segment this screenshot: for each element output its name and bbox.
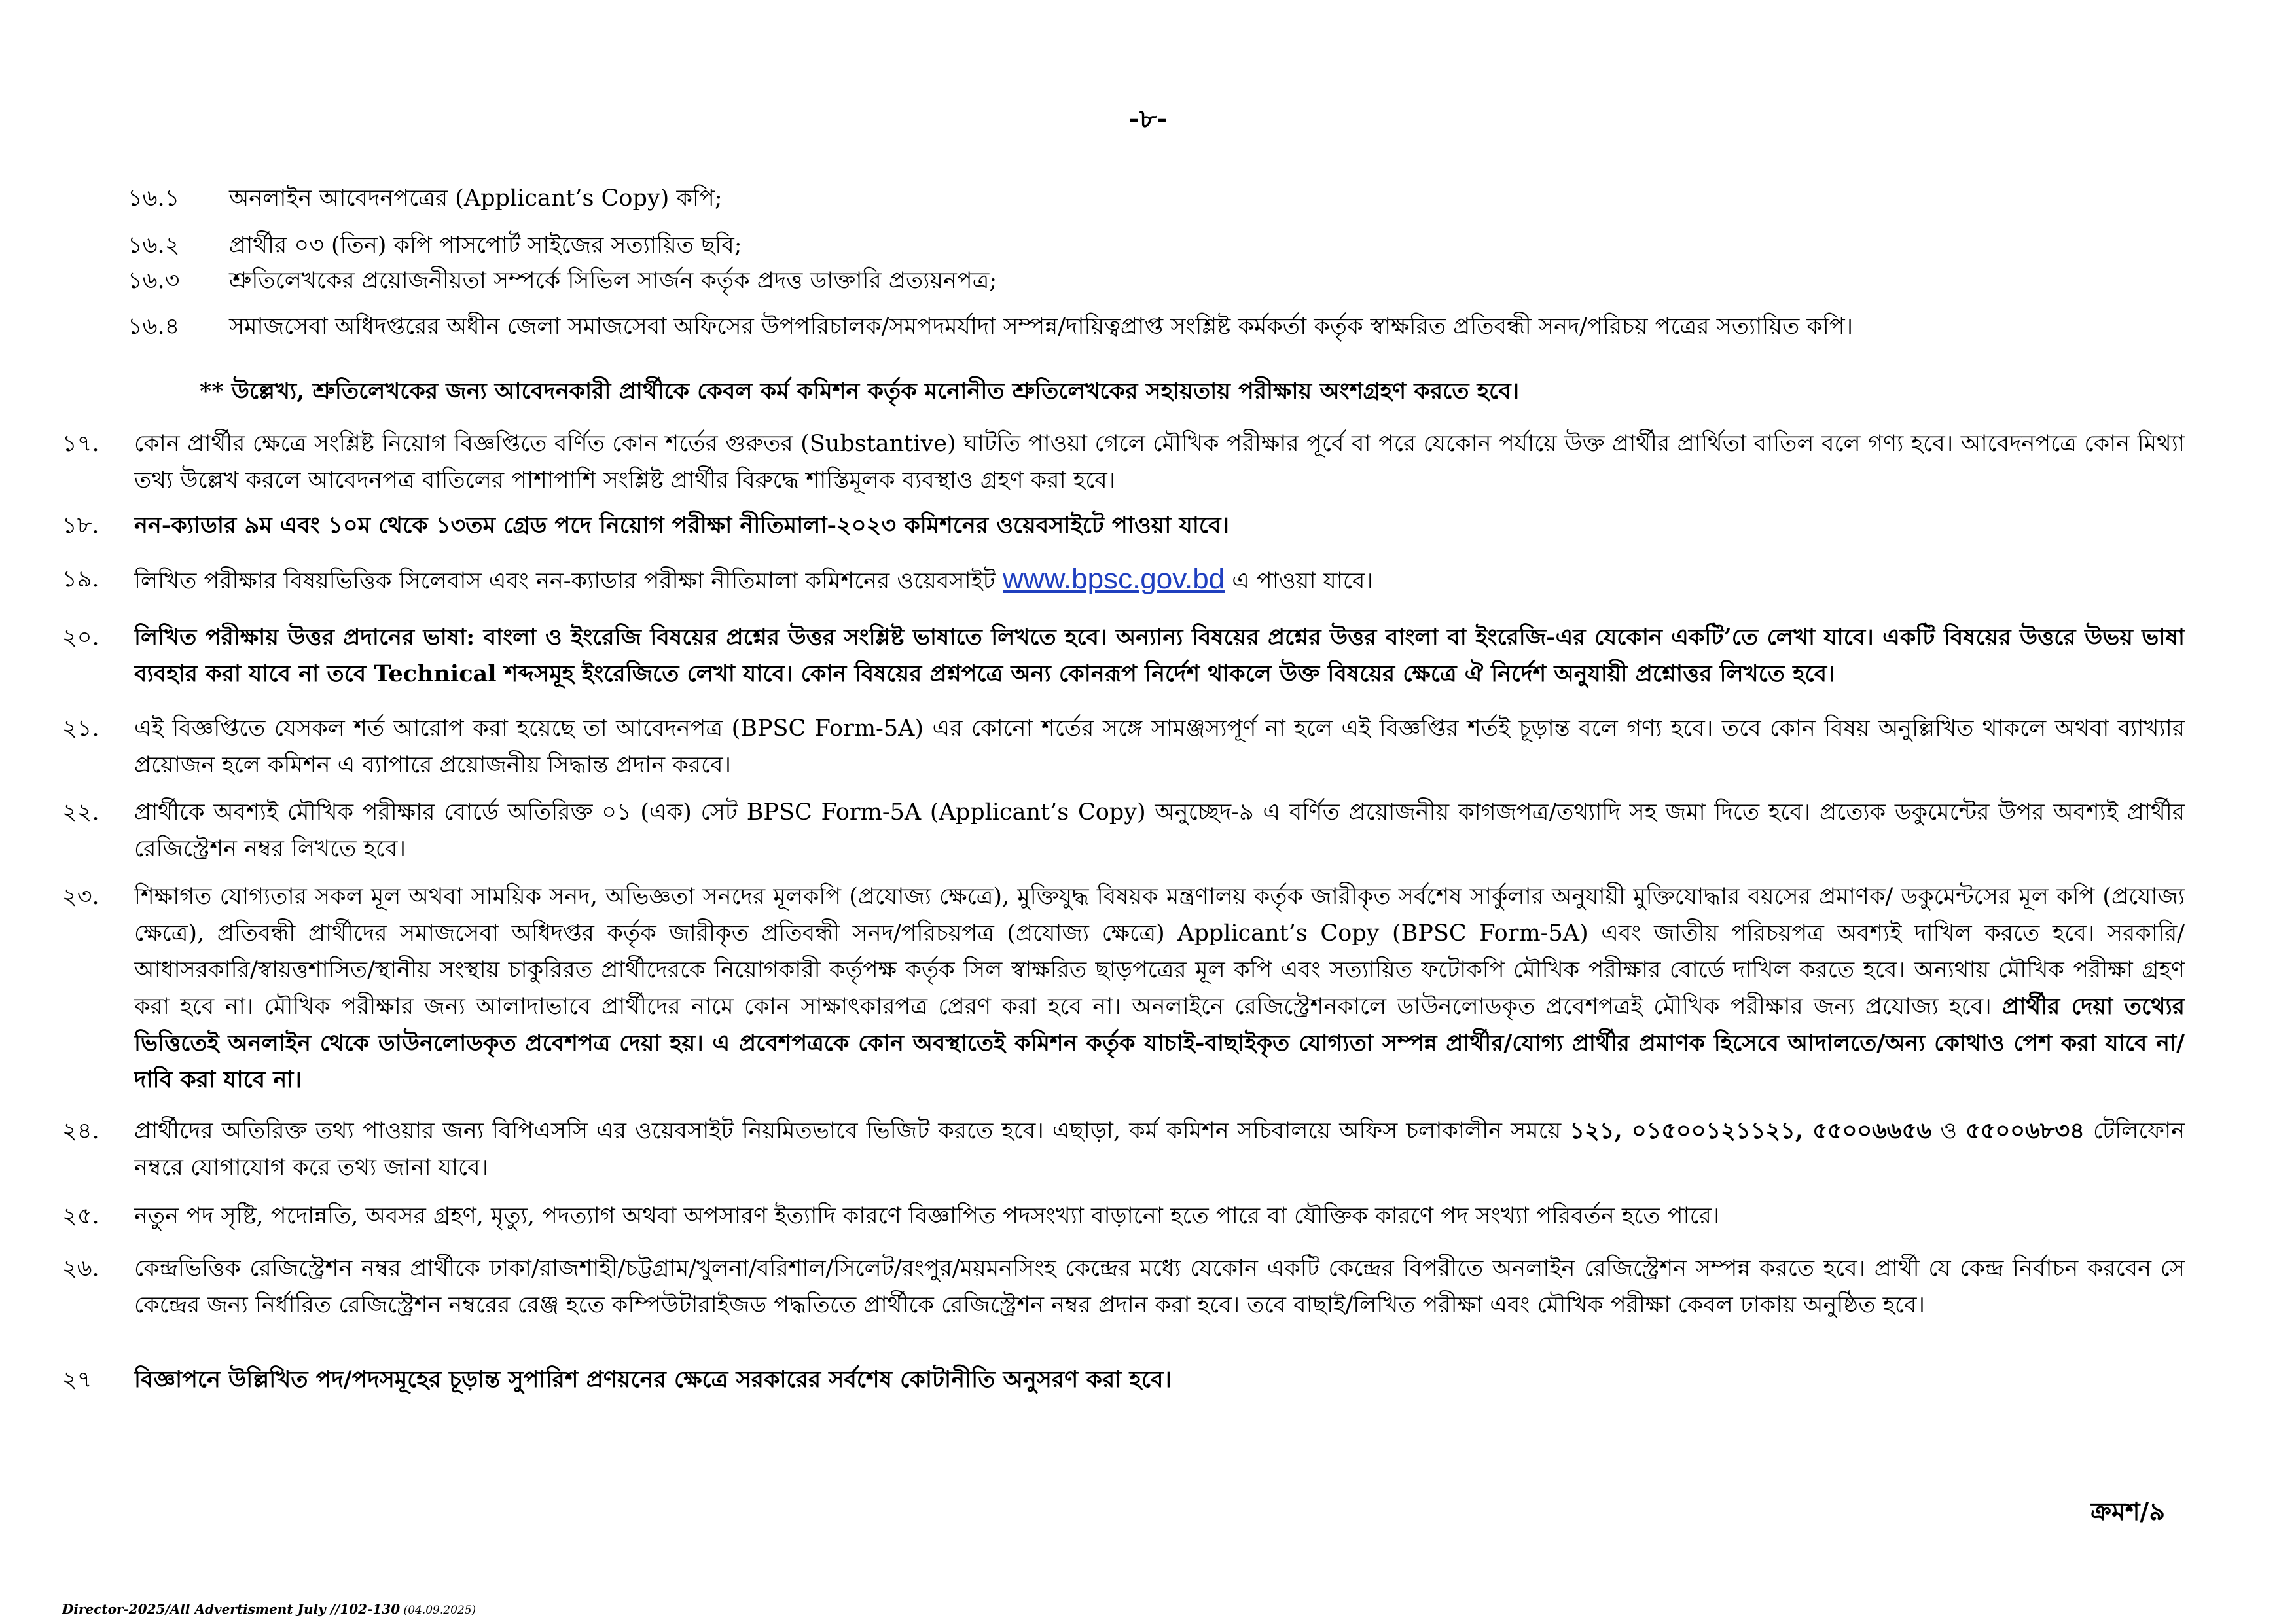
clause-text: নন-ক্যাডার ৯ম এবং ১০ম থেকে ১৩তম গ্রেড পদে নিয়োগ পরীক্ষা নীতিমালা-২০২৩ কমিশনের ওয়েবসাইটে পাওয়া যাবে।	[134, 512, 1229, 539]
phone-number-last: ৫৫০০৬৮৩৪	[1965, 1117, 2085, 1144]
clause-text: নতুন পদ সৃষ্টি, পদোন্নতি, অবসর গ্রহণ, মৃত্যু, পদত্যাগ অথবা অপসারণ ইত্যাদি কারণে বিজ্ঞাপিত পদসংখ্যা বাড়ানো হতে পারে বা যৌক্তিক কারণে পদ সংখ্যা পরিবর্তন হতে পারে।	[134, 1203, 1720, 1229]
clause-text	[134, 878, 2185, 1098]
clause-number: ২৬.	[62, 1255, 99, 1282]
clause-number: ১৯.	[62, 566, 99, 592]
list-item-number: ১৬.৩	[128, 268, 180, 294]
phone-numbers: ১২১, ০১৫০০১২১১২১, ৫৫০০৬৬৫৬	[1570, 1117, 1932, 1144]
clause-number: ২৪.	[62, 1118, 99, 1144]
clause-text	[134, 1113, 2185, 1186]
clause-text	[134, 561, 2185, 600]
clause-number: ২৭	[62, 1367, 92, 1393]
list-item-number: ১৬.২	[128, 232, 180, 259]
clause-text: প্রার্থীকে অবশ্যই মৌখিক পরীক্ষার বোর্ডে অতিরিক্ত ০১ (এক) সেট BPSC Form-5A (Applicant’s Copy) অনুচ্ছেদ-৯ এ বর্ণিত প্রয়োজনীয় কাগজপত্র/তথ্যাদি সহ জমা দিতে হবে। প্রত্যেক ডকুমেন্টের উপর অবশ্যই প্রার্থীর রেজিস্ট্রেশন নম্বর লিখতে হবে।	[134, 799, 2185, 862]
list-item-text: শ্রুতিলেখকের প্রয়োজনীয়তা সম্পর্কে সিভিল সার্জন কর্তৃক প্রদত্ত ডাক্তারি প্রত্যয়নপত্র;	[229, 268, 997, 294]
clause-text-before: প্রার্থীদের অতিরিক্ত তথ্য পাওয়ার জন্য বিপিএসসি এর ওয়েবসাইট নিয়মিতভাবে ভিজিট করতে হবে। এছাড়া, কর্ম কমিশন সচিবালয়ে অফিস চলাকালীন সময়ে	[134, 1118, 1570, 1144]
clause-text: কেন্দ্রভিত্তিক রেজিস্ট্রেশন নম্বর প্রার্থীকে ঢাকা/রাজশাহী/চট্টগ্রাম/খুলনা/বরিশাল/সিলেট/রংপুর/ময়মনসিংহ কেন্দ্রের মধ্যে যেকোন একটি কেন্দ্রের বিপরীতে অনলাইন রেজিস্ট্রেশন সম্পন্ন করতে হবে। প্রার্থী যে কেন্দ্র নির্বাচন করবেন সে কেন্দ্রের জন্য নির্ধারিত রেজিস্ট্রেশন নম্বরের রেঞ্জ হতে কম্পিউটারাইজড পদ্ধতিতে প্রার্থীকে রেজিস্ট্রেশন নম্বর প্রদান করা হবে। তবে বাছাই/লিখিত পরীক্ষা এবং মৌখিক পরীক্ষা কেবল ঢাকায় অনুষ্ঠিত হবে।	[134, 1255, 2185, 1318]
clause-number: ২৫.	[62, 1203, 99, 1229]
clause-text-before: লিখিত পরীক্ষার বিষয়ভিত্তিক সিলেবাস এবং নন-ক্যাডার পরীক্ষা নীতিমালা কমিশনের ওয়েবসাইট	[134, 568, 1003, 594]
clause-number: ২১.	[62, 715, 99, 742]
clause-text-regular: শিক্ষাগত যোগ্যতার সকল মূল অথবা সাময়িক সনদ, অভিজ্ঞতা সনদের মূলকপি (প্রযোজ্য ক্ষেত্রে), মুক্তিযুদ্ধ বিষয়ক মন্ত্রণালয় কর্তৃক জারীকৃত সর্বশেষ সার্কুলার অনুযায়ী মুক্তিযোদ্ধার বয়সের প্রমাণক/ ডকুমেন্টসের মূল কপি (প্রযোজ্য ক্ষেত্রে), প্রতিবন্ধী প্রার্থীদের সমাজসেবা অধিদপ্তর কর্তৃক জারীকৃত প্রতিবন্ধী সনদ/পরিচয়পত্র (প্রযোজ্য ক্ষেত্রে) Applicant’s Copy (BPSC Form-5A) এবং জাতীয় পরিচয়পত্র অবশ্যই দাখিল করতে হবে। সরকারি/ আধাসরকারি/স্বায়ত্তশাসিত/স্থানীয় সংস্থায় চাকুরিরত প্রার্থীদেরকে নিয়োগকারী কর্তৃপক্ষ কর্তৃক সিল স্বাক্ষরিত ছাড়পত্রের মূল কপি এবং সত্যায়িত ফটোকপি মৌখিক পরীক্ষার বোর্ডে দাখিল করতে হবে। অন্যথায় মৌখিক পরীক্ষা গ্রহণ করা হবে না। মৌখিক পরীক্ষার জন্য আলাদাভাবে প্রার্থীদের নামে কোন সাক্ষাৎকারপত্র প্রেরণ করা হবে না। অনলাইনে রেজিস্ট্রেশনকালে ডাউনলোডকৃত প্রবেশপত্রই মৌখিক পরীক্ষার জন্য প্রযোজ্য হবে।	[134, 884, 2185, 1020]
clause-number: ১৮.	[62, 513, 99, 539]
clause-text: লিখিত পরীক্ষায় উত্তর প্রদানের ভাষা: বাংলা ও ইংরেজি বিষয়ের প্রশ্নের উত্তর সংশ্লিষ্ট ভাষাতে লিখতে হবে। অন্যান্য বিষয়ের প্রশ্নের উত্তর বাংলা বা ইংরেজি-এর যেকোন একটি’তে লেখা যাবে। একটি বিষয়ের উত্তরে উভয় ভাষা ব্যবহার করা যাবে না তবে Technical শব্দসমূহ ইংরেজিতে লেখা যাবে। কোন বিষয়ের প্রশ্নপত্রে অন্য কোনরূপ নির্দেশ থাকলে উক্ত বিষয়ের ক্ষেত্রে ঐ নির্দেশ অনুযায়ী প্রশ্নোত্তর লিখতে হবে।	[134, 624, 2185, 687]
scribe-note: ** উল্লেখ্য, শ্রুতিলেখকের জন্য আবেদনকারী প্রার্থীকে কেবল কর্ম কমিশন কর্তৃক মনোনীত শ্রুতিলেখকের সহায়তায় পরীক্ষায় অংশগ্রহণ করতে হবে।	[200, 378, 1520, 405]
clause-text: বিজ্ঞাপনে উল্লিখিত পদ/পদসমূহের চূড়ান্ত সুপারিশ প্রণয়নের ক্ষেত্রে সরকারের সর্বশেষ কোটানীতি অনুসরণ করা হবে।	[134, 1366, 1172, 1393]
bpsc-website-link[interactable]: www.bpsc.gov.bd	[1003, 563, 1225, 595]
clause-text-bold: প্রার্থীর দেয়া তথ্যের ভিত্তিতেই অনলাইন থেকে ডাউনলোডকৃত প্রবেশপত্র দেয়া হয়। এ প্রবেশপত্রকে কোন অবস্থাতেই কমিশন কর্তৃক যাচাই-বাছাইকৃত যোগ্যতা সম্পন্ন প্রার্থীর/যোগ্য প্রার্থীর প্রমাণক হিসেবে আদালতে/অন্য কোথাও পেশ করা যাবে না/দাবি করা যাবে না।	[134, 993, 2185, 1093]
clause-text-after: এ পাওয়া যাবে।	[1225, 568, 1373, 594]
clause-number: ১৭.	[62, 431, 99, 457]
clause-text: কোন প্রার্থীর ক্ষেত্রে সংশ্লিষ্ট নিয়োগ বিজ্ঞপ্তিতে বর্ণিত কোন শর্তের গুরুতর (Substantive) ঘাটতি পাওয়া গেলে মৌখিক পরীক্ষার পূর্বে বা পরে যেকোন পর্যায়ে উক্ত প্রার্থীর প্রার্থিতা বাতিল বলে গণ্য হবে। আবেদনপত্রে কোন মিথ্যা তথ্য উল্লেখ করলে আবেদনপত্র বাতিলের পাশাপাশি সংশ্লিষ্ট প্রার্থীর বিরুদ্ধে শাস্তিমূলক ব্যবস্থাও গ্রহণ করা হবে।	[134, 431, 2185, 494]
continued-marker: ক্রমশ/৯	[2090, 1496, 2165, 1526]
list-item-text: প্রার্থীর ০৩ (তিন) কপি পাসপোর্ট সাইজের সত্যায়িত ছবি;	[229, 232, 742, 259]
clause-text: এই বিজ্ঞপ্তিতে যেসকল শর্ত আরোপ করা হয়েছে তা আবেদনপত্র (BPSC Form-5A) এর কোনো শর্তের সঙ্গে সামঞ্জস্যপূর্ণ না হলে এই বিজ্ঞপ্তির শর্তই চূড়ান্ত বলে গণ্য হবে। তবে কোন বিষয় অনুল্লিখিত থাকলে অথবা ব্যাখ্যার প্রয়োজন হলে কমিশন এ ব্যাপারে প্রয়োজনীয় সিদ্ধান্ত প্রদান করবে।	[134, 715, 2185, 778]
clause-number: ২৩.	[62, 884, 99, 910]
list-item-number: ১৬.৪	[128, 314, 180, 340]
clause-number: ২০.	[62, 624, 99, 651]
page-number: -৮-	[1128, 103, 1168, 134]
clause-number: ২২.	[62, 799, 99, 825]
list-item-text: সমাজসেবা অধিদপ্তরের অধীন জেলা সমাজসেবা অফিসের উপপরিচালক/সমপদমর্যাদা সম্পন্ন/দায়িত্বপ্রাপ্ত সংশ্লিষ্ট কর্মকর্তা কর্তৃক স্বাক্ষরিত প্রতিবন্ধী সনদ/পরিচয় পত্রের সত্যায়িত কপি।	[229, 314, 1854, 340]
list-item-text: অনলাইন আবেদনপত্রের (Applicant’s Copy) কপি;	[229, 185, 723, 211]
clause-text-after: টেলিফোন নম্বরে যোগাযোগ করে তথ্য জানা যাবে।	[134, 1118, 2185, 1181]
clause-text-mid: ও	[1931, 1118, 1966, 1144]
footer-date: (04.09.2025)	[400, 1604, 476, 1617]
list-item-number: ১৬.১	[128, 185, 180, 211]
footer-ref-text: Director-2025/All Advertisment July //102-130	[62, 1601, 401, 1617]
footer-reference	[62, 1601, 476, 1617]
